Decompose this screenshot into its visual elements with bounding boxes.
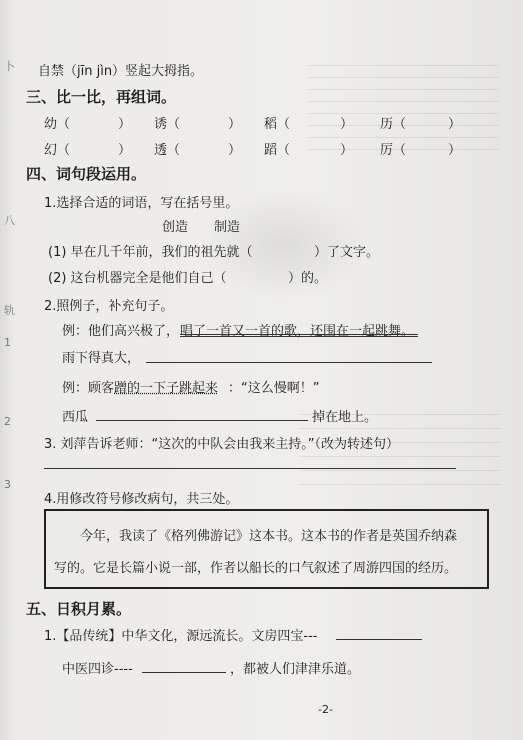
char-cell: 历（ <box>380 117 407 132</box>
char-cell: 稻（ <box>264 117 291 132</box>
continued-line: 自禁（jīn jìn）竖起大拇指。 <box>38 64 204 79</box>
char-cell: 诱（ <box>154 117 181 132</box>
char-cell: ） <box>118 143 132 158</box>
answer-line <box>96 420 308 421</box>
example-1-prefix: 例：他们高兴极了， <box>62 324 180 339</box>
char-cell: 透（ <box>154 143 181 158</box>
sentence-box <box>44 509 489 589</box>
question-4: 4.用修改符号修改病句，共三处。 <box>44 492 239 507</box>
question-5-1-end: ，都被人们津津乐道。 <box>230 662 361 677</box>
margin-mark: 2 <box>4 415 11 428</box>
char-cell: 厉（ <box>380 143 407 158</box>
char-cell: 幼（ <box>44 117 71 132</box>
section-4-heading: 四、词句段运用。 <box>26 165 147 183</box>
fill-1-prompt: 雨下得真大， <box>62 351 141 366</box>
example-2-suffix: ：“这么慢啊！” <box>228 381 320 396</box>
answer-line <box>44 468 456 469</box>
word-choice: 制造 <box>214 220 241 235</box>
char-cell: ） <box>448 143 462 158</box>
margin-mark: 八 <box>4 214 15 227</box>
bleed-through-text <box>308 55 498 150</box>
char-cell: ） <box>340 143 354 158</box>
char-cell: ） <box>228 117 242 132</box>
question-1-2-end: ）的。 <box>288 271 328 286</box>
margin-mark: 3 <box>4 478 11 491</box>
margin-mark: 轨 <box>4 304 15 317</box>
char-cell: ） <box>118 117 132 132</box>
question-1-2: (2) 这台机器完全是他们自己（ <box>48 271 227 286</box>
question-1: 1.选择合适的词语，写在括号里。 <box>44 196 239 211</box>
fill-2-start: 西瓜 <box>62 410 89 425</box>
char-cell: ） <box>340 117 354 132</box>
section-3-heading: 三、比一比，再组词。 <box>26 88 177 106</box>
margin-mark: 卜 <box>4 60 15 73</box>
example-2-prefix: 例：顾客 <box>62 381 115 396</box>
answer-line <box>146 362 432 363</box>
example-2-dotted: 蹭的一下子跳起来 <box>114 381 219 396</box>
answer-line <box>336 639 422 640</box>
question-1-1-end: ）了文字。 <box>314 245 380 260</box>
question-5-1-line2: 中医四诊---- <box>62 662 133 677</box>
char-cell: ） <box>228 143 242 158</box>
fill-2-end: 掉在地上。 <box>312 410 378 425</box>
page-number: -2- <box>318 703 333 716</box>
answer-line <box>142 672 226 673</box>
margin-mark: 1 <box>4 336 11 349</box>
section-5-heading: 五、日积月累。 <box>26 600 132 618</box>
double-underline <box>180 334 418 337</box>
question-5-1: 1.【品传统】中华文化，源远流长。文房四宝--- <box>44 629 318 644</box>
word-choice: 创造 <box>162 220 189 235</box>
question-1-1: (1) 早在几千年前，我们的祖先就（ <box>48 245 253 260</box>
example-1-underlined: 唱了一首又一首的歌，还围在一起跳舞。 <box>180 324 415 339</box>
question-2: 2.照例子，补充句子。 <box>44 299 174 314</box>
box-line-1: 今年，我读了《格列佛游记》这本书。这本书的作者是英国乔纳森 <box>80 529 458 544</box>
char-cell: ） <box>448 117 462 132</box>
char-cell: 幻（ <box>44 143 71 158</box>
box-line-2: 写的。它是长篇小说一部，作者以船长的口气叙述了周游四国的经历。 <box>54 561 458 576</box>
question-3: 3. 刘萍告诉老师：“这次的中队会由我来主持。”（改为转述句） <box>44 437 400 452</box>
char-cell: 蹈（ <box>264 143 291 158</box>
